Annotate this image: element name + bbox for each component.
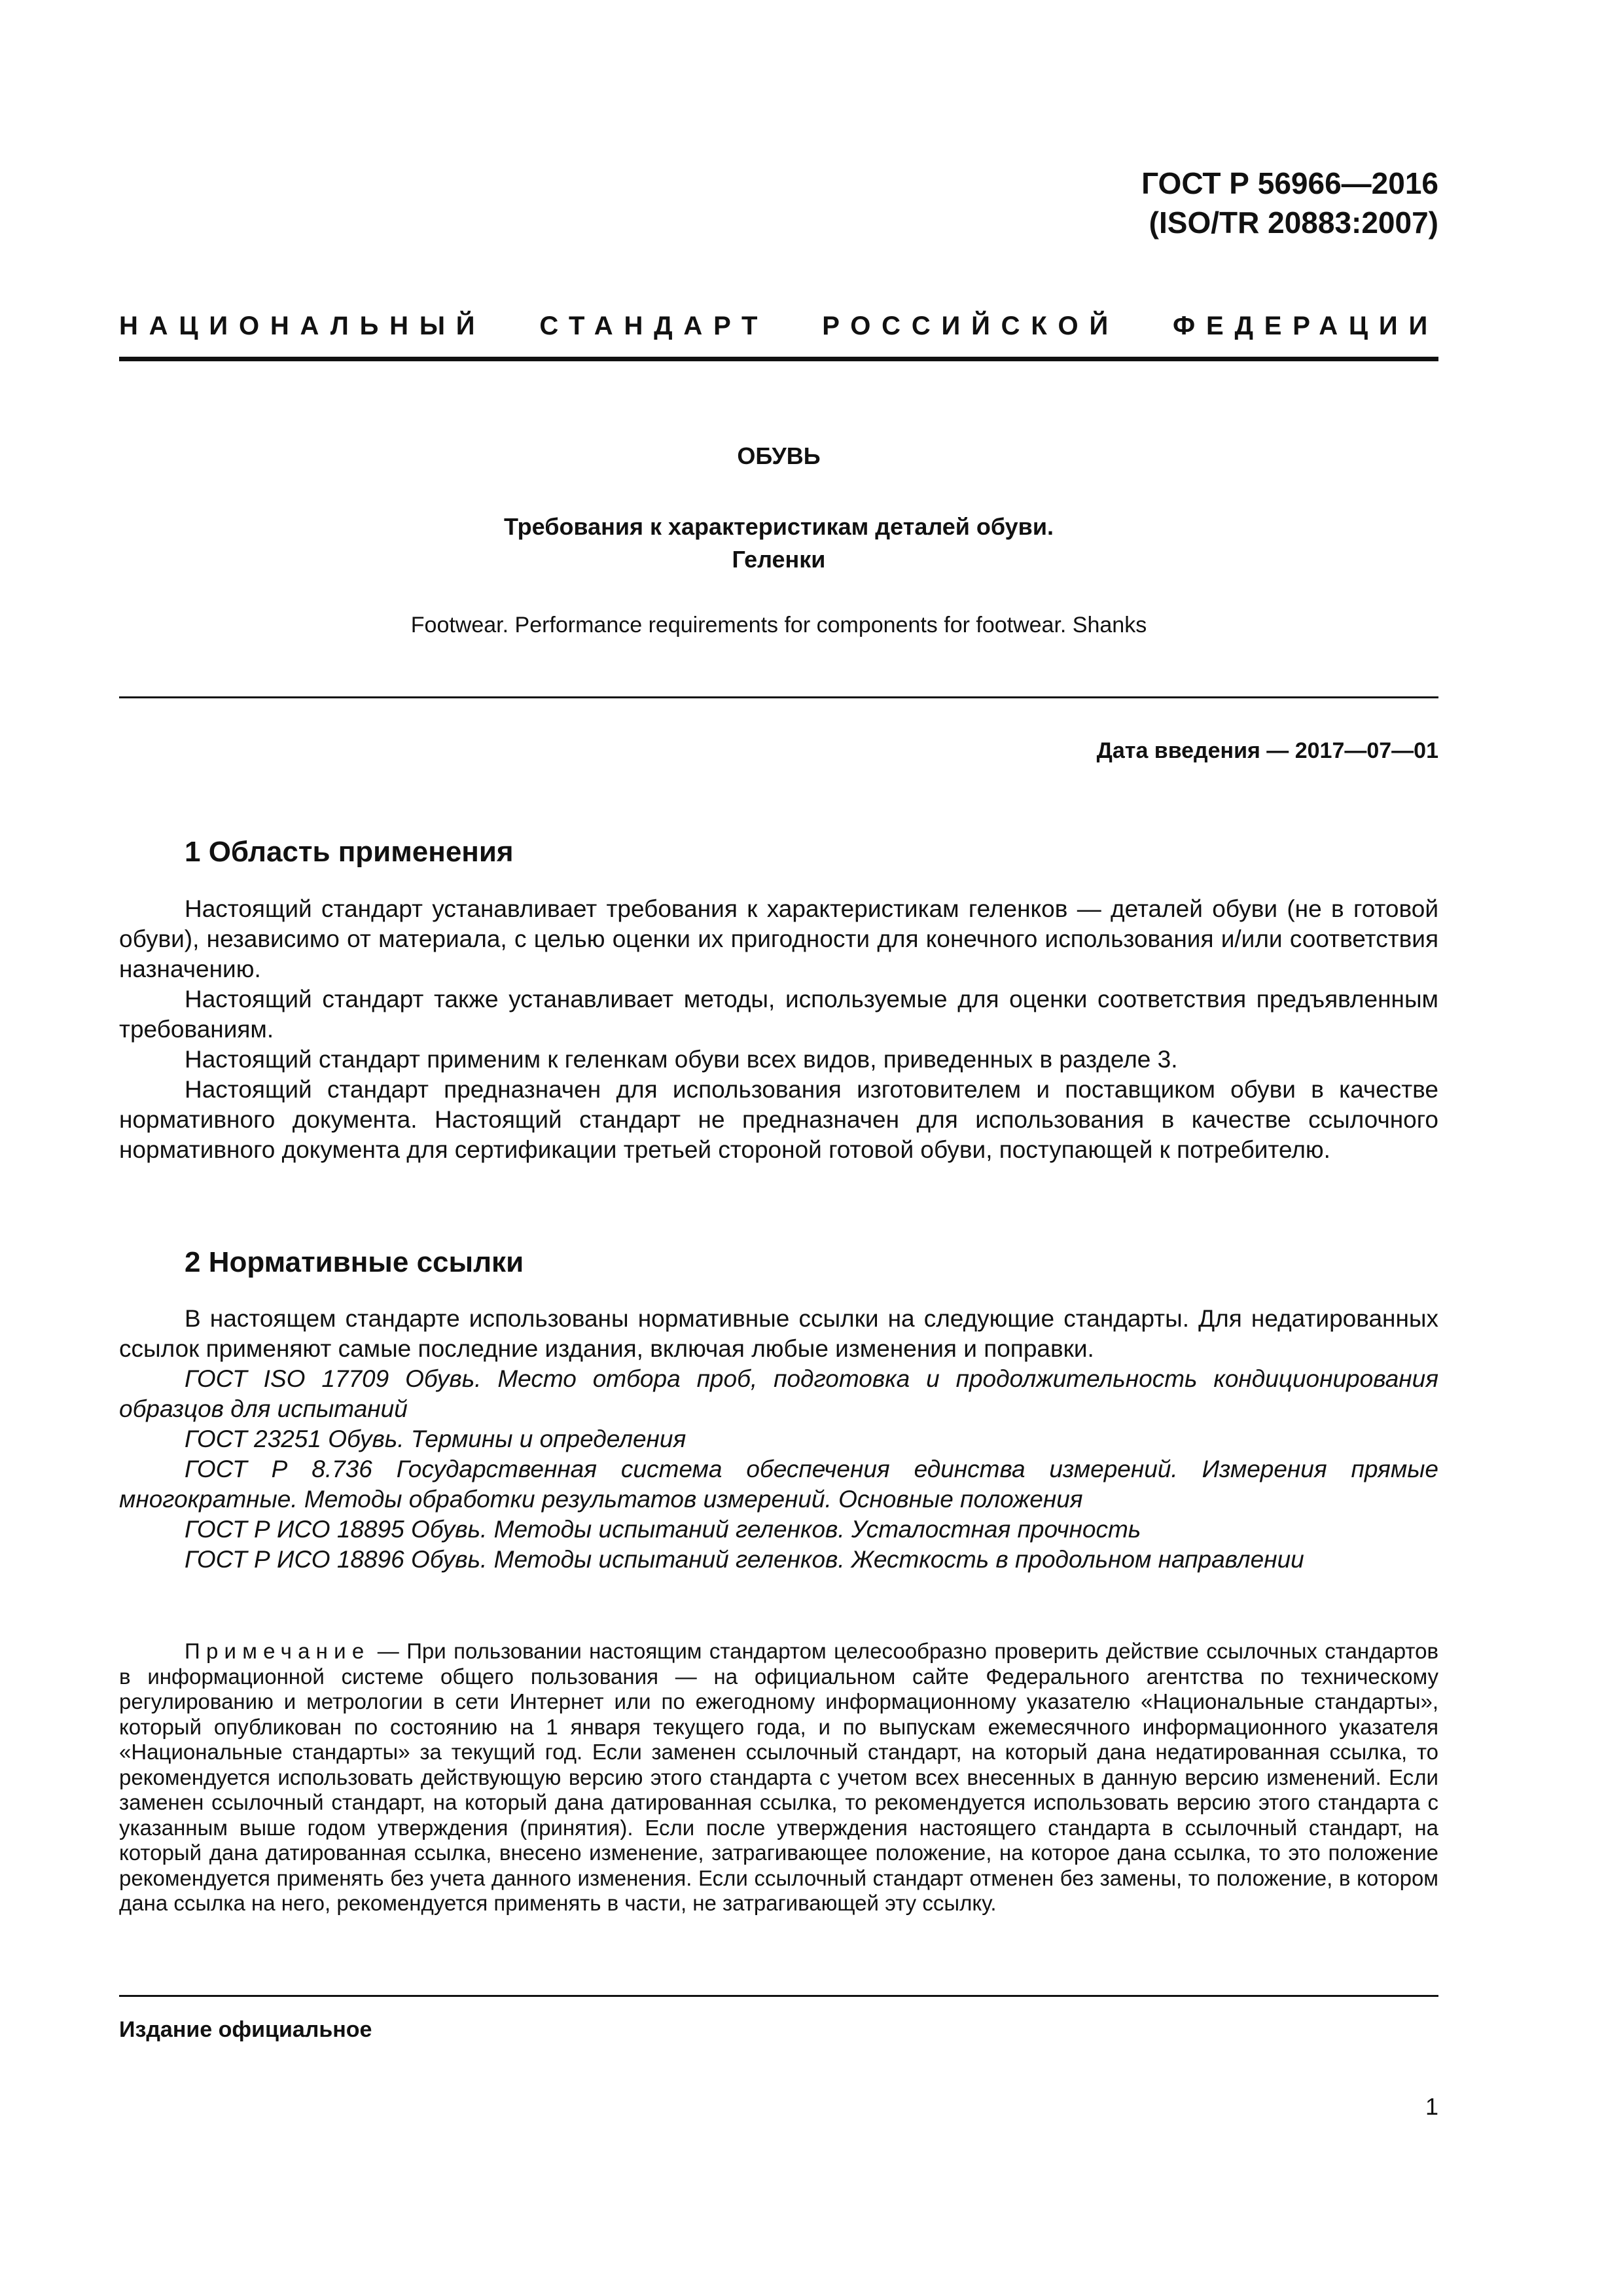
subtitle-line-1: Требования к характеристикам деталей обуви. bbox=[504, 513, 1054, 540]
section-1-paragraph: Настоящий стандарт предназначен для использования изготовителем и поставщиком обуви в качестве нормативного документа. Настоящий стандарт не предназначен для использования в качестве ссылочного нормативного документа для сертификации третьей стороной готовой обуви, поступающей к потребителю. bbox=[119, 1076, 1438, 1163]
title-rule bbox=[119, 696, 1438, 698]
reference-item: ГОСТ ISO 17709 Обувь. Место отбора проб, подготовка и продолжительность кондиционирования образцов для испытаний bbox=[119, 1365, 1438, 1422]
note bbox=[119, 1639, 1438, 1916]
subtitle-line-2: Геленки bbox=[732, 546, 826, 573]
page-number: 1 bbox=[1425, 2093, 1438, 2120]
section-2-body bbox=[119, 1304, 1438, 1575]
standard-subtitle bbox=[119, 511, 1438, 576]
section-1-heading: 1 Область применения bbox=[185, 836, 514, 868]
section-1-paragraph: Настоящий стандарт применим к геленкам обуви всех видов, приведенных в разделе 3. bbox=[185, 1046, 1178, 1073]
note-text: — При пользовании настоящим стандартом целесообразно проверить действие ссылочных стандартов в информационной системе общего пользования — на официальном сайте Федерального агентства по техническому регулированию и метрологии в сети Интернет или по ежегодному информационному указателю «Национальные стандарты», который опубликован по состоянию на 1 января текущего года, и по выпускам ежемесячного информационного указателя «Национальные стандарты» за текущий год. Если заменен ссылочный стандарт, на который дана недатированная ссылка, то рекомендуется использовать действующую версию этого стандарта с учетом всех внесенных в данную версию изменений. Если заменен ссылочный стандарт, на который дана датированная ссылка, то рекомендуется использовать версию этого стандарта с указанным выше годом утверждения (принятия). Если после утверждения настоящего стандарта в ссылочный стандарт, на который дана датированная ссылка, внесено изменение, затрагивающее положение, на которое дана ссылка, то это положение рекомендуется применять без учета данного изменения. Если ссылочный стандарт отменен без замены, то положение, в котором дана ссылка на него, рекомендуется применять в части, не затрагивающей эту ссылку. bbox=[119, 1639, 1438, 1915]
section-1-paragraph: Настоящий стандарт также устанавливает методы, используемые для оценки соответствия предъявленным требованиям. bbox=[119, 986, 1438, 1043]
footer-rule bbox=[119, 1995, 1438, 1997]
note-label: Примечание bbox=[185, 1639, 370, 1663]
standard-title: ОБУВЬ bbox=[737, 442, 821, 469]
document-number-block bbox=[849, 164, 1438, 242]
reference-item: ГОСТ Р ИСО 18896 Обувь. Методы испытаний геленков. Жесткость в продольном направлении bbox=[185, 1546, 1304, 1573]
section-2-intro: В настоящем стандарте использованы нормативные ссылки на следующие стандарты. Для недатированных ссылок применяют самые последние издания, включая любые изменения и поправки. bbox=[119, 1305, 1438, 1362]
reference-item: ГОСТ Р ИСО 18895 Обувь. Методы испытаний геленков. Усталостная прочность bbox=[185, 1516, 1141, 1543]
english-title: Footwear. Performance requirements for components for footwear. Shanks bbox=[410, 613, 1147, 637]
reference-item: ГОСТ Р 8.736 Государственная система обеспечения единства измерений. Измерения прямые многократные. Методы обработки результатов измерений. Основные положения bbox=[119, 1456, 1438, 1513]
doc-number: ГОСТ Р 56966—2016 bbox=[1141, 166, 1438, 200]
national-standard-title: НАЦИОНАЛЬНЫЙ СТАНДАРТ РОССИЙСКОЙ ФЕДЕРАЦИИ bbox=[119, 312, 1438, 340]
section-2-heading: 2 Нормативные ссылки bbox=[185, 1246, 524, 1278]
section-1-paragraph: Настоящий стандарт устанавливает требования к характеристикам геленков — деталей обуви (не в готовой обуви), независимо от материала, с целью оценки их пригодности для конечного использования и/или соответствия назначению. bbox=[119, 895, 1438, 982]
header-rule bbox=[119, 357, 1438, 361]
official-edition: Издание официальное bbox=[119, 2017, 372, 2042]
introduction-date: Дата введения — 2017—07—01 bbox=[1096, 738, 1438, 763]
iso-number: (ISO/TR 20883:2007) bbox=[1149, 206, 1438, 240]
section-1-body bbox=[119, 894, 1438, 1165]
reference-item: ГОСТ 23251 Обувь. Термины и определения bbox=[185, 1426, 687, 1452]
